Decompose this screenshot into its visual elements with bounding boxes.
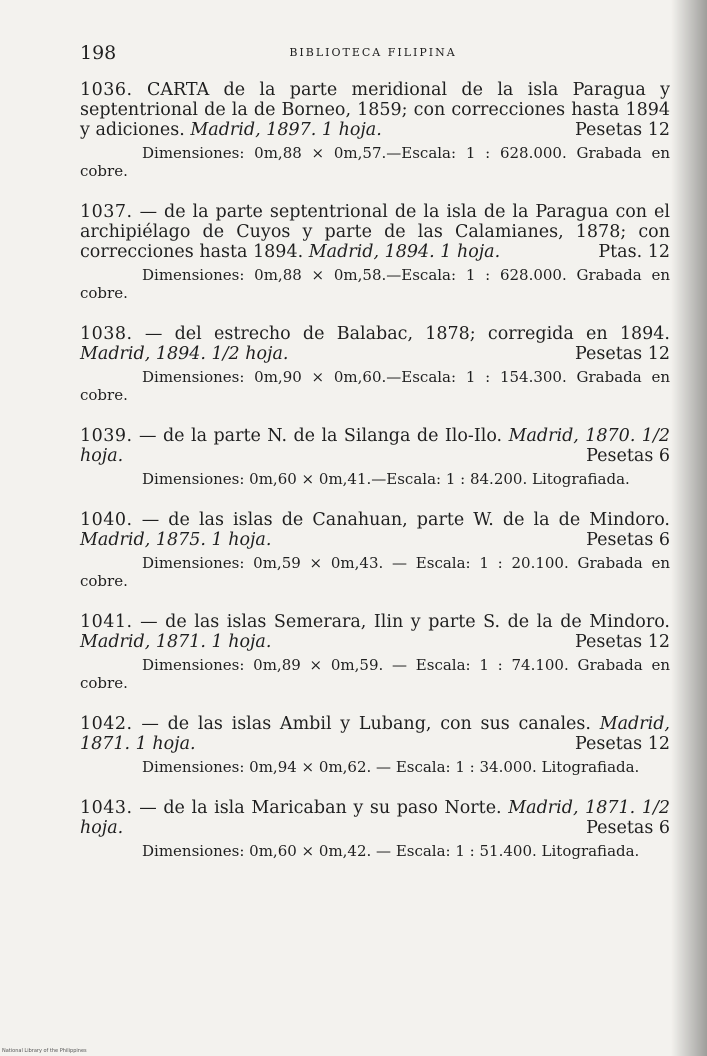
entry-title: — del estrecho de Balabac, 1878; corregida en 1894. <box>144 324 670 344</box>
entry-details: Dimensiones: 0m,88 × 0m,57.—Escala: 1 : 628.000. Grabada en cobre. <box>80 144 670 180</box>
entry-place-date: Madrid, 1875. 1 hoja. <box>80 530 272 550</box>
entry-title: — de las islas Semerara, Ilin y parte S. de la de Mindoro. <box>140 612 670 632</box>
entry-title: — de la isla Maricaban y su paso Norte. <box>139 798 502 818</box>
entry-number: 1040. <box>80 510 133 530</box>
entry-place-date: Madrid, 1871. 1/2 hoja. <box>80 798 670 838</box>
catalog-entry <box>80 202 670 302</box>
entry-price: Pesetas 6 <box>586 818 670 838</box>
entry-title: — de la parte N. de la Silanga de Ilo-Ilo. <box>139 426 503 446</box>
entry-details: Dimensiones: 0m,88 × 0m,58.—Escala: 1 : 628.000. Grabada en cobre. <box>80 266 670 302</box>
entry-details: Dimensiones: 0m,90 × 0m,60.—Escala: 1 : 154.300. Grabada en cobre. <box>80 368 670 404</box>
entry-price: Pesetas 12 <box>575 120 670 140</box>
entry-price: Pesetas 12 <box>575 734 670 754</box>
entry-number: 1041. <box>80 612 133 632</box>
catalog-entries <box>80 80 670 882</box>
entry-place-date: Madrid, 1871. 1 hoja. <box>80 714 670 754</box>
entry-place-date: Madrid, 1897. 1 hoja. <box>190 120 382 140</box>
entry-details: Dimensiones: 0m,60 × 0m,42. — Escala: 1 : 51.400. Litografiada. <box>142 842 640 860</box>
catalog-entry <box>80 714 670 776</box>
entry-number: 1037. <box>80 202 133 222</box>
entry-number: 1042. <box>80 714 133 734</box>
catalog-entry <box>80 324 670 404</box>
entry-price: Pesetas 6 <box>586 530 670 550</box>
entry-price: Pesetas 12 <box>575 632 670 652</box>
entry-title: — de la parte septentrional de la isla de la Paragua con el archipiélago de Cuyos y parte de las Calamianes, 1878; con correcciones hasta 1894. <box>80 202 670 262</box>
catalog-entry <box>80 612 670 692</box>
entry-place-date: Madrid, 1894. 1 hoja. <box>308 242 501 262</box>
entry-number: 1039. <box>80 426 133 446</box>
entry-place-date: Madrid, 1870. 1/2 hoja. <box>80 426 670 466</box>
entry-place-date: Madrid, 1894. 1/2 hoja. <box>80 344 289 364</box>
entry-title: CARTA de la parte meridional de la isla Paragua y septentrional de la de Borneo, 1859; con correcciones hasta 1894 y adiciones. <box>80 80 670 140</box>
entry-number: 1036. <box>80 80 133 100</box>
entry-price: Ptas. 12 <box>598 242 670 262</box>
entry-title: — de las islas Ambil y Lubang, con sus canales. <box>141 714 591 734</box>
entry-number: 1038. <box>80 324 133 344</box>
catalog-entry <box>80 80 670 180</box>
running-title: BIBLIOTECA FILIPINA <box>289 46 457 59</box>
entry-details: Dimensiones: 0m,94 × 0m,62. — Escala: 1 : 34.000. Litografiada. <box>142 758 640 776</box>
entry-details: Dimensiones: 0m,60 × 0m,41.—Escala: 1 : 84.200. Litografiada. <box>142 470 630 488</box>
catalog-entry <box>80 510 670 590</box>
page-number: 198 <box>80 42 117 64</box>
entry-details: Dimensiones: 0m,59 × 0m,43. — Escala: 1 : 20.100. Grabada en cobre. <box>80 554 670 590</box>
source-footer: National Library of the Philippines <box>2 1048 87 1054</box>
catalog-entry <box>80 426 670 488</box>
catalog-entry <box>80 798 670 860</box>
entry-title: — de las islas de Canahuan, parte W. de la de Mindoro. <box>141 510 670 530</box>
entry-price: Pesetas 6 <box>586 446 670 466</box>
entry-number: 1043. <box>80 798 133 818</box>
entry-price: Pesetas 12 <box>575 344 670 364</box>
entry-details: Dimensiones: 0m,89 × 0m,59. — Escala: 1 : 74.100. Grabada en cobre. <box>80 656 670 692</box>
page-header <box>80 38 666 68</box>
entry-place-date: Madrid, 1871. 1 hoja. <box>80 632 272 652</box>
page-edge-shadow <box>671 0 707 1056</box>
